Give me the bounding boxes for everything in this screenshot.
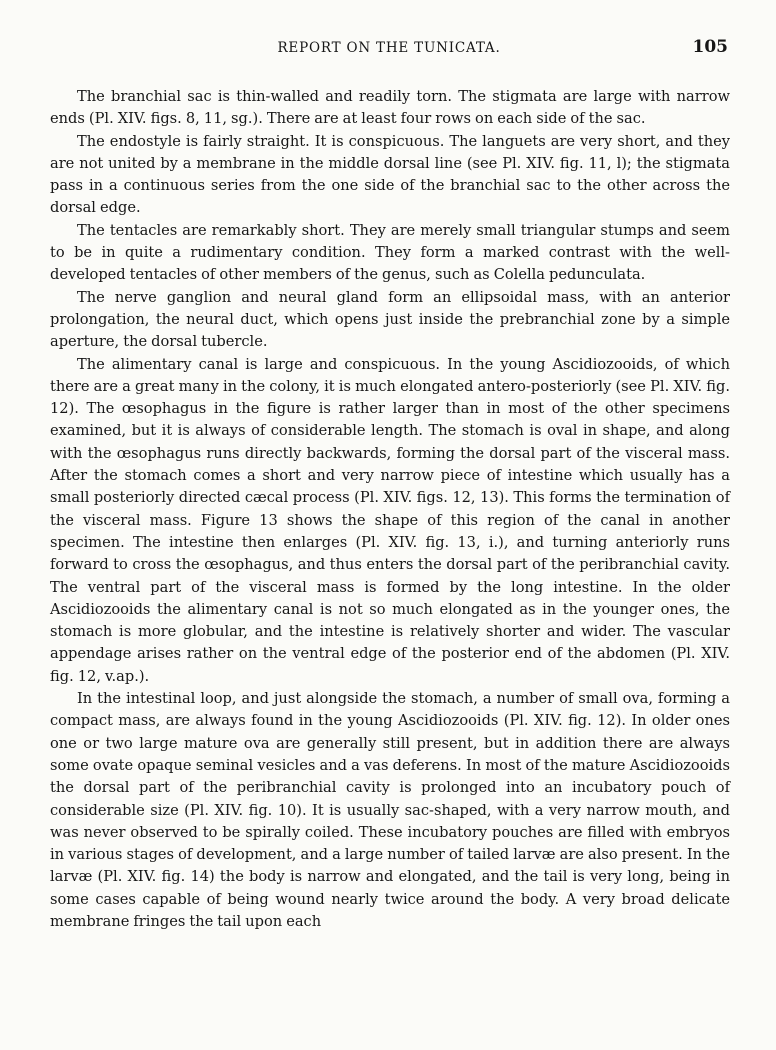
paragraph-endostyle: The endostyle is fairly straight. It is conspicuous. The languets are very short, and they are not united by a membrane in the middle dorsal line (see Pl. XIV. fig. 11, l); the stigmata pass in a continuous series from the one side of the branchial sac to the other across the dorsal edge. — [50, 132, 730, 217]
paragraph-tentacles: The tentacles are remarkably short. They are merely small triangular stumps and seem to be in quite a rudimentary condition. They form a marked contrast with the well-developed tentacles of other members of the genus, such as Colella pedunculata. — [50, 221, 730, 284]
paragraph-alimentary-canal: The alimentary canal is large and conspicuous. In the young Ascidiozooids, of which there are a great many in the colony, it is much elongated antero-posteriorly (see Pl. XIV. fig. 12). The œsophagus in the figure is rather larger than in most of the other specimens examined, but it is always of considerable length. The stomach is oval in shape, and along with the œsophagus runs directly backwards, forming the dorsal part of the visceral mass. After the stomach comes a short and very narrow piece of intestine which usually has a small posteriorly directed cæcal process (Pl. XIV. figs. 12, 13). This forms the termination of the visceral mass. Figure 13 shows the shape of this region of the canal in another specimen. The intestine then enlarges (Pl. XIV. fig. 13, i.), and turning anteriorly runs forward to cross the œsophagus, and thus enters the dorsal part of the peribranchial cavity. The ventral part of the visceral mass is formed by the long intestine. In the older Ascidiozooids the alimentary canal is not so much elongated as in the younger ones, the stomach is more globular, and the intestine is relatively shorter and wider. The vascular appendage arises rather on the ventral edge of the posterior end of the abdomen (Pl. XIV. fig. 12, v.ap.). — [50, 355, 730, 685]
running-title: REPORT ON THE TUNICATA. — [277, 40, 501, 56]
body-text — [50, 86, 730, 933]
page-number: 105 — [692, 37, 728, 57]
paragraph-branchial-sac: The branchial sac is thin-walled and readily torn. The stigmata are large with narrow ends (Pl. XIV. figs. 8, 11, sg.). There are at least four rows on each side of the sac. — [50, 88, 730, 128]
paragraph-intestinal-loop: In the intestinal loop, and just alongside the stomach, a number of small ova, forming a compact mass, are always found in the young Ascidiozooids (Pl. XIV. fig. 12). In older ones one or two large mature ova are generally still present, but in addition there are always some ovate opaque seminal vesicles and a vas deferens. In most of the mature Ascidiozooids the dorsal part of the peribranchial cavity is prolonged into an incubatory pouch of considerable size (Pl. XIV. fig. 10). It is usually sac-shaped, with a very narrow mouth, and was never observed to be spirally coiled. These incubatory pouches are filled with embryos in various stages of development, and a large number of tailed larvæ are also present. In the larvæ (Pl. XIV. fig. 14) the body is narrow and elongated, and the tail is very long, being in some cases capable of being wound nearly twice around the body. A very broad delicate membrane fringes the tail upon each — [50, 690, 730, 930]
paragraph-nerve-ganglion: The nerve ganglion and neural gland form an ellipsoidal mass, with an anterior prolongation, the neural duct, which opens just inside the prebranchial zone by a simple aperture, the dorsal tubercle. — [50, 288, 730, 351]
page-header — [50, 37, 728, 64]
